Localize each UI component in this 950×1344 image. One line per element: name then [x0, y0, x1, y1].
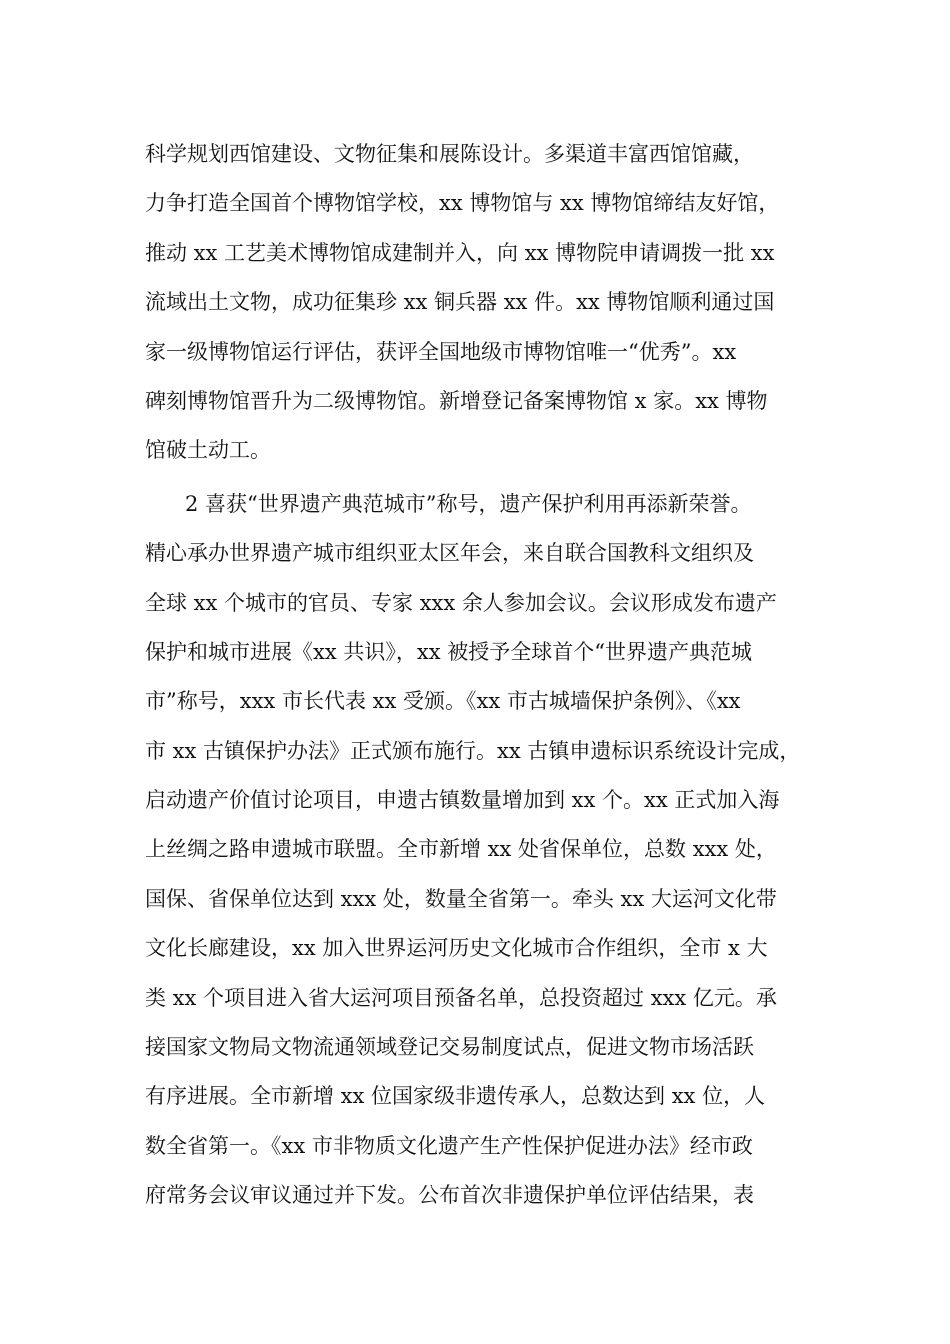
text-line: 推动 xx 工艺美术博物馆成建制并入，向 xx 博物院申请调拨一批 xx — [145, 240, 775, 265]
text-line: 市”称号，xxx 市长代表 xx 受颁。《xx 市古城墙保护条例》、《xx — [145, 689, 741, 714]
paragraph-heading: 2 喜获“世界遗产典范城市”称号，遗产保护利用再添新荣誉。 — [185, 491, 752, 516]
text-line: 有序进展。全市新增 xx 位国家级非遗传承人，总数达到 xx 位，人 — [145, 1084, 766, 1109]
text-line: 碑刻博物馆晋升为二级博物馆。新增登记备案博物馆 x 家。xx 博物 — [145, 388, 768, 413]
text-line: 科学规划西馆建设、文物征集和展陈设计。多渠道丰富西馆馆藏， — [145, 142, 754, 166]
text-line: 数全省第一。《xx 市非物质文化遗产生产性保护促进办法》经市政 — [145, 1133, 753, 1158]
text-line: 文化长廊建设，xx 加入世界运河历史文化城市合作组织，全市 x 大 — [145, 936, 768, 961]
text-line: 保护和城市进展《xx 共识》，xx 被授予全球首个“世界遗产典范城 — [145, 639, 752, 664]
text-line: 市 xx 古镇保护办法》正式颁布施行。xx 古镇申遗标识系统设计完成， — [145, 738, 801, 763]
text-line: 流域出土文物，成功征集珍 xx 铜兵器 xx 件。xx 博物馆顺利通过国 — [145, 290, 775, 315]
text-line: 启动遗产价值讨论项目，申遗古镇数量增加到 xx 个。xx 正式加入海 — [145, 788, 780, 813]
text-line: 家一级博物馆运行评估，获评全国地级市博物馆唯一“优秀”。xx — [145, 339, 737, 364]
text-line: 馆破土动工。 — [145, 438, 271, 463]
text-line: 精心承办世界遗产城市组织亚太区年会，来自联合国教科文组织及 — [145, 541, 754, 566]
text-line: 国保、省保单位达到 xxx 处，数量全省第一。牵头 xx 大运河文化带 — [145, 886, 777, 911]
text-line: 上丝绸之路申遗城市联盟。全市新增 xx 处省保单位，总数 xxx 处， — [145, 837, 777, 862]
text-line: 接国家文物局文物流通领域登记交易制度试点，促进文物市场活跃 — [145, 1035, 754, 1060]
text-line: 全球 xx 个城市的官员、专家 xxx 余人参加会议。会议形成发布遗产 — [145, 590, 777, 615]
text-line: 府常务会议审议通过并下发。公布首次非遗保护单位评估结果，表 — [145, 1183, 754, 1208]
body-text — [145, 130, 825, 1221]
text-line: 力争打造全国首个博物馆学校，xx 博物馆与 xx 博物馆缔结友好馆， — [145, 191, 780, 216]
text-line: 类 xx 个项目进入省大运河项目预备名单，总投资超过 xxx 亿元。承 — [145, 985, 777, 1010]
